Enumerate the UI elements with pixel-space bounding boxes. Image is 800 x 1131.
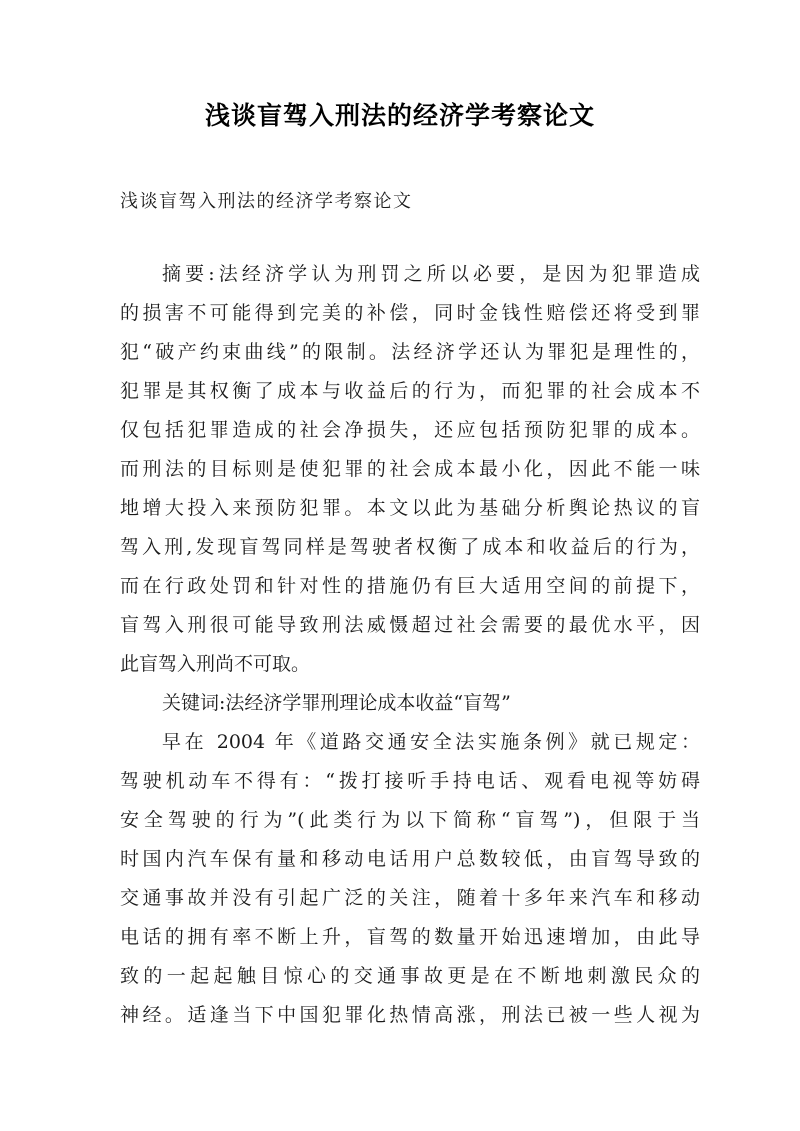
document-subtitle: 浅谈盲驾入刑法的经济学考察论文 bbox=[120, 191, 413, 212]
body-line: 神经。适逢当下中国犯罪化热情高涨，刑法已被一些人视为 bbox=[120, 1004, 700, 1026]
body-line: 驾驶机动车不得有：“拨打接听手持电话、观看电视等妨碍 bbox=[120, 770, 700, 792]
abstract-line: 犯罪是其权衡了成本与收益后的行为，而犯罪的社会成本不 bbox=[120, 380, 700, 402]
abstract-line: 盲驾入刑很可能导致刑法威慑超过社会需要的最优水平，因 bbox=[120, 614, 700, 636]
abstract-line: 地增大投入来预防犯罪。本文以此为基础分析舆论热议的盲 bbox=[120, 497, 700, 519]
abstract-line: 而在行政处罚和针对性的措施仍有巨大适用空间的前提下， bbox=[120, 575, 700, 597]
body-line: 安全驾驶的行为”(此类行为以下简称“盲驾”)，但限于当 bbox=[120, 809, 700, 831]
body-line: 电话的拥有率不断上升，盲驾的数量开始迅速增加，由此导 bbox=[120, 926, 700, 948]
abstract-line: 仅包括犯罪造成的社会净损失，还应包括预防犯罪的成本。 bbox=[120, 419, 700, 441]
document-title: 浅谈盲驾入刑法的经济学考察论文 bbox=[204, 101, 595, 130]
abstract-line: 此盲驾入刑尚不可取。 bbox=[120, 653, 311, 675]
abstract-line: 的损害不可能得到完美的补偿，同时金钱性赔偿还将受到罪 bbox=[120, 302, 700, 324]
abstract-line: 驾入刑,发现盲驾同样是驾驶者权衡了成本和收益后的行为， bbox=[120, 536, 700, 558]
abstract-line: 摘要:法经济学认为刑罚之所以必要，是因为犯罪造成 bbox=[162, 263, 700, 285]
body-line: 交通事故并没有引起广泛的关注，随着十多年来汽车和移动 bbox=[120, 887, 700, 909]
body-line: 时国内汽车保有量和移动电话用户总数较低，由盲驾导致的 bbox=[120, 848, 700, 870]
abstract-line: 而刑法的目标则是使犯罪的社会成本最小化，因此不能一味 bbox=[120, 458, 700, 480]
keywords-line: 关键词:法经济学罪刑理论成本收益“盲驾” bbox=[162, 692, 511, 714]
body-line: 早在 2004 年《道路交通安全法实施条例》就已规定： bbox=[162, 731, 700, 753]
abstract-line: 犯“破产约束曲线”的限制。法经济学还认为罪犯是理性的， bbox=[120, 341, 700, 363]
body-line: 致的一起起触目惊心的交通事故更是在不断地刺激民众的 bbox=[120, 965, 700, 987]
